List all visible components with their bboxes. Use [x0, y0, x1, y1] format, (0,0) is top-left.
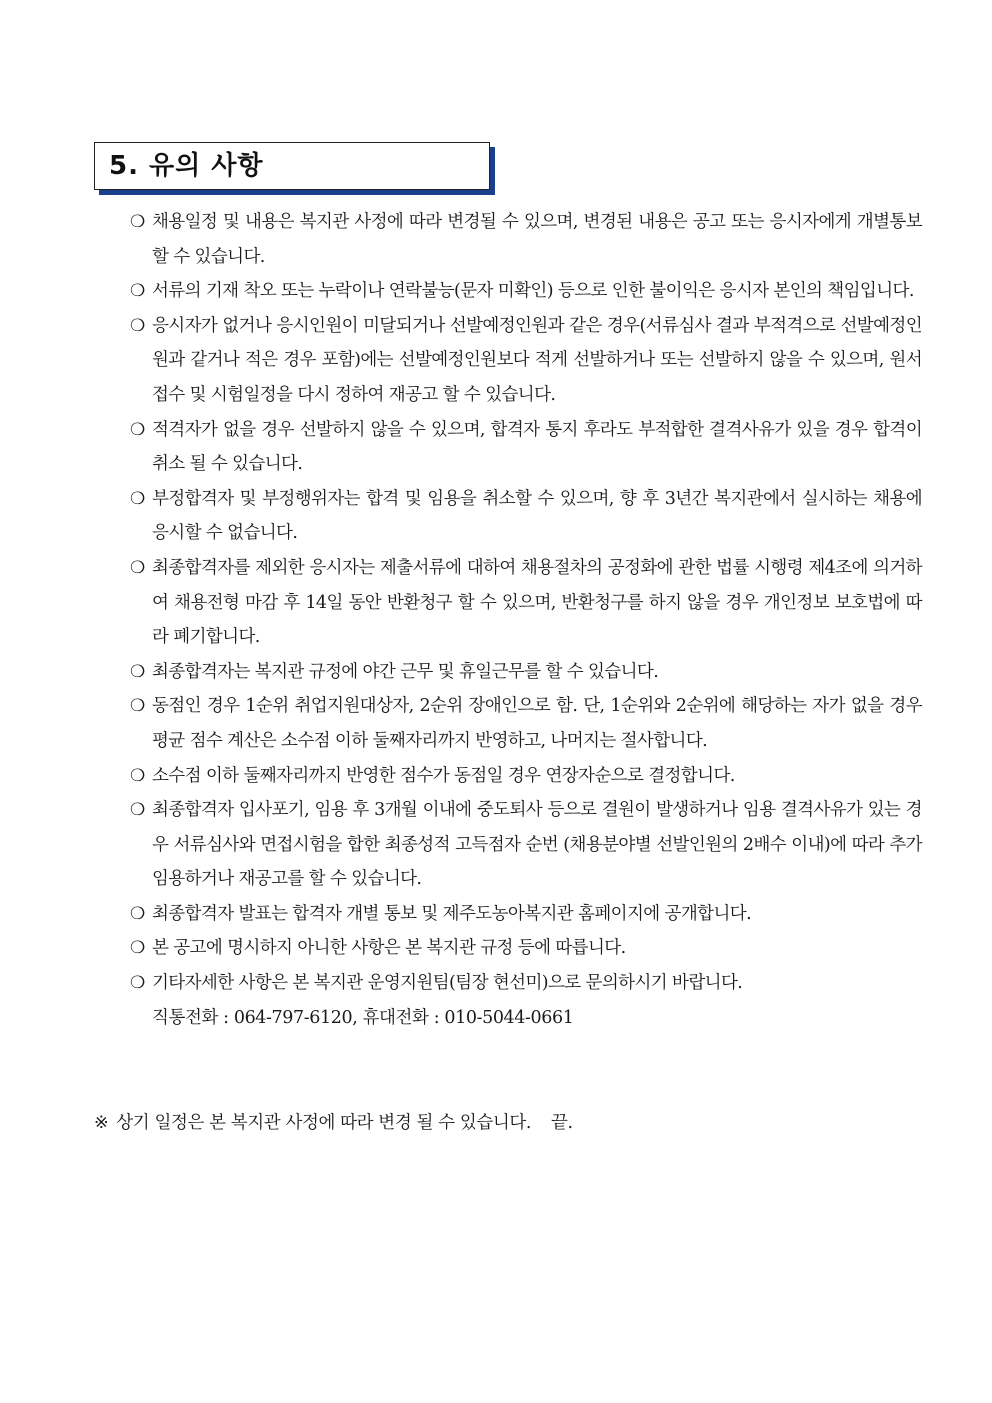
circle-bullet-icon: ❍ [130, 903, 146, 924]
contact-line: 직통전화 : 064-797-6120, 휴대전화 : 010-5044-0661 [152, 1007, 574, 1028]
notes-list [130, 205, 922, 1035]
circle-bullet-icon: ❍ [130, 557, 146, 578]
note-item [130, 274, 922, 309]
note-text: 최종합격자 발표는 합격자 개별 통보 및 제주도농아복지관 홈페이지에 공개합니다. [152, 903, 752, 924]
end-mark: 끝. [551, 1113, 573, 1133]
note-item [130, 897, 922, 932]
circle-bullet-icon: ❍ [130, 938, 146, 959]
note-item [130, 309, 922, 413]
note-item [130, 793, 922, 897]
note-text: 서류의 기재 착오 또는 누락이나 연락불능(문자 미확인) 등으로 인한 불이익은 응시자 본인의 책임입니다. [152, 281, 914, 302]
note-text: 응시자가 없거나 응시인원이 미달되거나 선발예정인원과 같은 경우(서류심사 결과 부적격으로 선발예정인원과 같거나 적은 경우 포함)에는 선발예정인원보다 적게 선발하거나 또는 선발하지 않을 수 있으며, 원서 접수 및 시험일정을 다시 정하여 재공고 할 수 있습니다. [152, 315, 922, 405]
note-item [130, 413, 922, 482]
note-text: 부정합격자 및 부정행위자는 합격 및 임용을 취소할 수 있으며, 향 후 3년간 복지관에서 실시하는 채용에 응시할 수 없습니다. [152, 488, 922, 544]
note-text: 최종합격자는 복지관 규정에 야간 근무 및 휴일근무를 할 수 있습니다. [152, 661, 659, 682]
circle-bullet-icon: ❍ [130, 661, 146, 682]
note-text: 본 공고에 명시하지 아니한 사항은 본 복지관 규정 등에 따릅니다. [152, 938, 626, 959]
circle-bullet-icon: ❍ [130, 281, 146, 302]
footnote [94, 1106, 924, 1140]
section-title: 5. 유의 사항 [109, 151, 264, 181]
note-item [130, 482, 922, 551]
note-item [130, 689, 922, 758]
footnote-text: 상기 일정은 본 복지관 사정에 따라 변경 될 수 있습니다. [116, 1113, 532, 1133]
circle-bullet-icon: ❍ [130, 800, 146, 821]
reference-mark-icon: ※ [94, 1113, 109, 1133]
note-text: 소수점 이하 둘째자리까지 반영한 점수가 동점일 경우 연장자순으로 결정합니다. [152, 765, 735, 786]
note-text: 채용일정 및 내용은 복지관 사정에 따라 변경될 수 있으며, 변경된 내용은 공고 또는 응시자에게 개별통보 할 수 있습니다. [152, 212, 922, 267]
note-text: 최종합격자를 제외한 응시자는 제출서류에 대하여 채용절차의 공정화에 관한 법률 시행령 제4조에 의거하여 채용전형 마감 후 14일 동안 반환청구 할 수 있으며, 반환청구를 하지 않을 경우 개인정보 보호법에 따라 폐기합니다. [152, 557, 922, 648]
circle-bullet-icon: ❍ [130, 488, 146, 509]
circle-bullet-icon: ❍ [130, 419, 146, 440]
section-heading-box [94, 142, 490, 190]
note-item [130, 655, 922, 690]
note-text: 기타자세한 사항은 본 복지관 운영지원팀(팀장 현선미)으로 문의하시기 바랍니다. [152, 973, 743, 994]
note-item [130, 931, 922, 966]
circle-bullet-icon: ❍ [130, 973, 146, 994]
note-item [130, 966, 922, 1001]
note-item [130, 205, 922, 274]
circle-bullet-icon: ❍ [130, 696, 146, 717]
circle-bullet-icon: ❍ [130, 212, 146, 232]
note-item [130, 759, 922, 794]
note-text: 최종합격자 입사포기, 임용 후 3개월 이내에 중도퇴사 등으로 결원이 발생하거나 임용 결격사유가 있는 경우 서류심사와 면접시험을 합한 최종성적 고득점자 순번 (채용분야별 선발인원의 2배수 이내)에 따라 추가 임용하거나 재공고를 할 수 있습니다. [152, 800, 922, 890]
note-text: 동점인 경우 1순위 취업지원대상자, 2순위 장애인으로 함. 단, 1순위와 2순위에 해당하는 자가 없을 경우 평균 점수 계산은 소수점 이하 둘째자리까지 반영하고, 나머지는 절사합니다. [152, 696, 922, 751]
circle-bullet-icon: ❍ [130, 315, 146, 336]
circle-bullet-icon: ❍ [130, 765, 146, 786]
note-text: 적격자가 없을 경우 선발하지 않을 수 있으며, 합격자 통지 후라도 부적합한 결격사유가 있을 경우 합격이 취소 될 수 있습니다. [152, 419, 922, 475]
note-item [130, 551, 922, 655]
